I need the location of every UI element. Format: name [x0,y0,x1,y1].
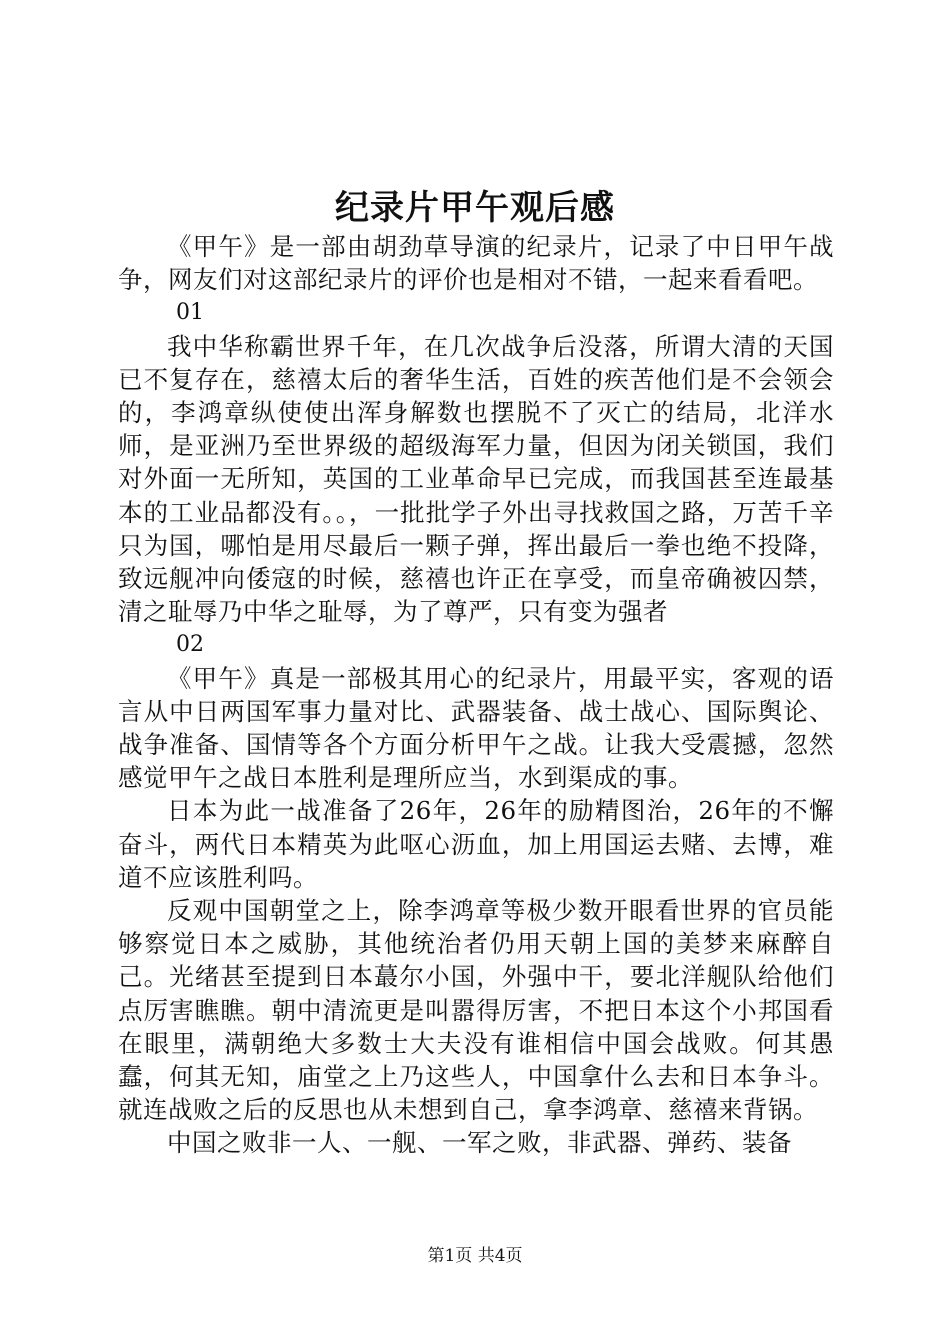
body-paragraph: 我中华称霸世界千年，在几次战争后没落，所谓大清的天国已不复存在，慈禧太后的奢华生活，百姓的疾苦他们是不会领会的，李鸿章纵使使出浑身解数也摆脱不了灭亡的结局，北洋水师，是亚洲乃至世界级的超级海军力量，但因为闭关锁国，我们对外面一无所知，英国的工业革命早已完成，而我国甚至连最基本的工业品都没有。。，一批批学子外出寻找救国之路，万苦千辛只为国，哪怕是用尽最后一颗子弹，挥出最后一拳也绝不投降，致远舰冲向倭寇的时候，慈禧也许正在享受，而皇帝确被囚禁，清之耻辱乃中华之耻辱，为了尊严，只有变为强者 [118,331,834,627]
document-title: 纪录片甲午观后感 [335,188,615,228]
document-body [118,230,834,1160]
section-number: 02 [176,632,204,658]
body-paragraph: 反观中国朝堂之上，除李鸿章等极少数开眼看世界的官员能够察觉日本之威胁，其他统治者仍用天朝上国的美梦来麻醉自己。光绪甚至提到日本蕞尔小国，外强中干，要北洋舰队给他们点厉害瞧瞧。朝中清流更是叫嚣得厉害，不把日本这个小邦国看在眼里，满朝绝大多数士大夫没有谁相信中国会战败。何其愚蠢，何其无知，庙堂之上乃这些人，中国拿什么去和日本争斗。就连战败之后的反思也从未想到自己，拿李鸿章、慈禧来背锅。 [118,896,834,1125]
body-paragraph: 日本为此一战准备了26年，26年的励精图治，26年的不懈奋斗，两代日本精英为此呕心沥血，加上用国运去赌、去博，难道不应该胜利吗。 [118,796,834,892]
section-number: 01 [176,300,204,326]
body-paragraph: 中国之败非一人、一舰、一军之败，非武器、弹药、装备 [167,1128,792,1158]
page-footer: 第1页 共4页 [427,1246,523,1266]
body-paragraph: 《甲午》真是一部极其用心的纪录片，用最平实，客观的语言从中日两国军事力量对比、武器装备、战士战心、国际舆论、战争准备、国情等各个方面分析甲午之战。让我大受震撼，忽然感觉甲午之战日本胜利是理所应当，水到渠成的事。 [118,663,834,793]
intro-paragraph: 《甲午》是一部由胡劲草导演的纪录片，记录了中日甲午战争，网友们对这部纪录片的评价也是相对不错，一起来看看吧。 [118,232,834,295]
